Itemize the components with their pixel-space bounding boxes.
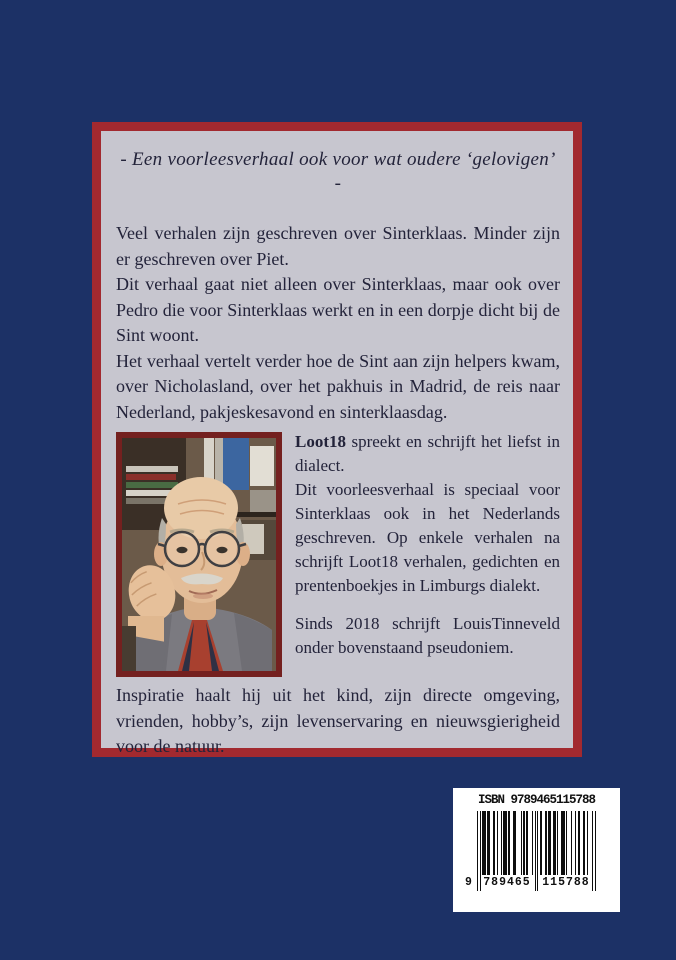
- synopsis-paragraph: Dit verhaal gaat niet alleen over Sinterklaas, maar ook over Pedro die voor Sinterklaas werkt en in een dorpje dicht bij de Sint woont.: [116, 274, 560, 345]
- synopsis-paragraph: Het verhaal vertelt verder hoe de Sint aan zijn helpers kwam, over Nicholasland, over het pakhuis in Madrid, de reis naar Nederland, pakjeskesavond en sinterklaasdag.: [116, 350, 560, 422]
- back-cover-panel: [92, 122, 582, 757]
- author-portrait-illustration: [122, 438, 276, 671]
- author-bio: [116, 430, 560, 760]
- bio-paragraph-since-2018: Sinds 2018 schrijft LouisTinneveld onder bovenstaand pseudoniem.: [295, 614, 560, 657]
- author-photo: [116, 432, 282, 677]
- barcode-digit-group-3: 115788: [542, 876, 590, 889]
- bio-paragraph-inspiration: Inspiratie haalt hij uit het kind, zijn directe omgeving, vrienden, hobby’s, zijn levenservaring en nieuwsgierigheid voor de natuur.: [116, 685, 560, 756]
- isbn-barcode: [453, 788, 620, 912]
- barcode-digit-group-2: 789465: [483, 876, 531, 889]
- author-pen-name: Loot18: [295, 432, 346, 451]
- isbn-label: ISBN 9789465115788: [477, 793, 596, 807]
- bio-paragraph-language: Dit voorleesverhaal is speciaal voor Sinterklaas ook in het Nederlands geschreven. Op enkele verhalen na schrijft Loot18 verhalen, gedichten en prentenboekjes in Limburgs dialekt.: [295, 480, 560, 595]
- barcode-bars: [465, 811, 596, 891]
- synopsis-paragraph: Veel verhalen zijn geschreven over Sinterklaas. Minder zijn er geschreven over Piet.: [116, 223, 560, 269]
- synopsis: [116, 221, 560, 425]
- tagline: - Een voorleesverhaal ook voor wat oudere ‘gelovigen’ -: [120, 149, 556, 194]
- bio-line1-text: spreekt en schrijft het liefst in dialect.: [295, 432, 560, 475]
- barcode-digit-group-1: 9: [465, 876, 473, 889]
